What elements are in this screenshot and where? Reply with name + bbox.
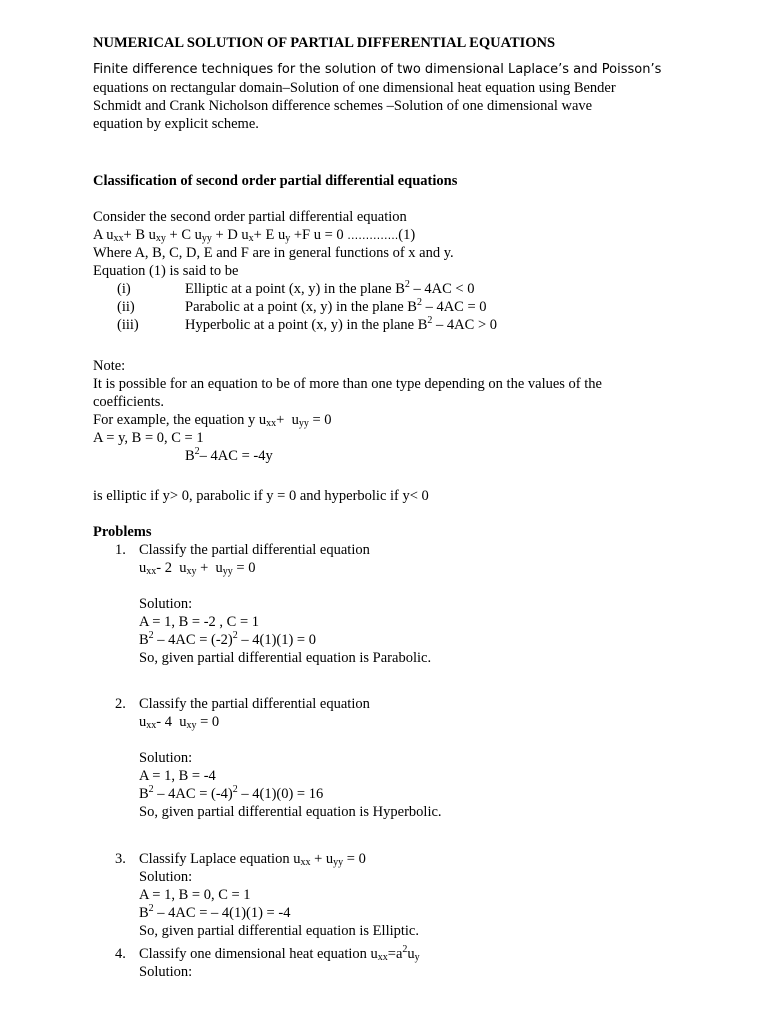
- intro-line: Schmidt and Crank Nicholson difference schemes –Solution of one dimensional wave: [93, 98, 593, 114]
- where-line: Where A, B, C, D, E and F are in general functions of x and y.: [93, 245, 454, 261]
- type-number: (iii): [117, 317, 139, 333]
- intro-paragraph: [93, 61, 673, 133]
- solution-conclusion: So, given partial differential equation is Hyperbolic.: [139, 804, 442, 820]
- solution-label: Solution:: [139, 964, 193, 980]
- problems-heading: Problems: [93, 524, 152, 540]
- problem-1: [93, 541, 673, 667]
- type-number: (i): [117, 281, 131, 297]
- solution-label: Solution:: [139, 750, 193, 766]
- intro-line: equation by explicit scheme.: [93, 116, 259, 132]
- said-line: Equation (1) is said to be: [93, 263, 239, 279]
- section-heading: Classification of second order partial differential equations: [93, 173, 458, 189]
- solution-conclusion: So, given partial differential equation is Elliptic.: [139, 923, 419, 939]
- solution-label: Solution:: [139, 596, 193, 612]
- solution-discriminant: $B^2 - 4AC = (-2)^2 - 4(1)(1) = 0$: [139, 630, 316, 648]
- example-equation: For example, the equation y $u_{xx}+ u_{yy} = 0$: [93, 412, 332, 429]
- intro-line: equations on rectangular domain–Solution of one dimensional heat equation using Bender: [93, 80, 616, 96]
- solution-discriminant: $B^2 - 4AC$ = – 4(1)(1) = -4: [139, 903, 291, 921]
- document-title: NUMERICAL SOLUTION OF PARTIAL DIFFERENTIAL EQUATIONS: [93, 35, 556, 51]
- note-line: It is possible for an equation to be of more than one type depending on the values of the: [93, 376, 602, 392]
- example-conclusion: is elliptic if y> 0, parabolic if y = 0 and hyperbolic if y< 0: [93, 488, 429, 504]
- type-number: (ii): [117, 299, 135, 315]
- type-item: (ii) Parabolic at a point (x, y) in the plane $B^2 - 4AC = 0$: [93, 298, 673, 316]
- type-relation: – 4AC < 0: [409, 281, 475, 297]
- problem-3: [93, 850, 673, 940]
- solution-coefficients: A = 1, B = 0, C = 1: [139, 887, 251, 903]
- type-text: Hyperbolic at a point (x, y) in the plane B: [185, 317, 428, 333]
- solution-discriminant: $B^2 - 4AC = (-4)^2 - 4(1)(0) = 16$: [139, 784, 324, 802]
- equation-label: (1): [398, 227, 416, 243]
- example-discriminant: $B^2-$ 4AC = -4y: [185, 446, 273, 464]
- problem-question: 4. Classify one dimensional heat equation $u_{xx}=a^2u_y$: [115, 944, 420, 963]
- example-coefficients: A = y, B = 0, C = 1: [93, 430, 204, 446]
- solution-coefficients: A = 1, B = -2 , C = 1: [139, 614, 260, 630]
- problem-question: 1. Classify the partial differential equation: [115, 542, 370, 558]
- general-equation: A $u_{xx}+ B$ $u_{xy} + C$ $u_{yy} + D$ $u_x+ E$ $u_y +F$ u = 0 …………..(1): [93, 227, 416, 244]
- type-relation: – 4AC > 0: [432, 317, 497, 333]
- note-line: coefficients.: [93, 394, 164, 410]
- solution-label: Solution:: [139, 869, 193, 885]
- type-relation: – 4AC = 0: [421, 299, 487, 315]
- solution-coefficients: A = 1, B = -4: [139, 768, 216, 784]
- general-equation-block: [93, 208, 673, 334]
- type-item: (i) Elliptic at a point (x, y) in the plane $B^2 - 4AC < 0$: [93, 280, 673, 298]
- problem-question: 3. Classify Laplace equation $u_{xx} + u_{yy} = 0$: [115, 851, 366, 868]
- problem-equation: $u_{xx}-$ 4 $u_{xy} = 0$: [139, 714, 220, 731]
- equation-dots: …………..: [347, 229, 399, 242]
- solution-conclusion: So, given partial differential equation is Parabolic.: [139, 650, 432, 666]
- note-block: [93, 357, 673, 465]
- type-item: (iii) Hyperbolic at a point (x, y) in the plane $B^2 - 4AC > 0$: [93, 316, 673, 334]
- consider-line: Consider the second order partial differential equation: [93, 209, 407, 225]
- type-text: Elliptic at a point (x, y) in the plane B: [185, 281, 405, 297]
- problem-question: 2. Classify the partial differential equation: [115, 696, 370, 712]
- problem-equation: $u_{xx}-$ 2 $u_{xy} + u_{yy} = 0$: [139, 560, 256, 577]
- problem-2: [93, 695, 673, 821]
- note-label: Note:: [93, 358, 126, 374]
- problem-4: [93, 945, 673, 981]
- intro-line: Finite difference techniques for the solution of two dimensional Laplace’s and Poisson’s: [93, 62, 662, 77]
- type-text: Parabolic at a point (x, y) in the plane B: [185, 299, 417, 315]
